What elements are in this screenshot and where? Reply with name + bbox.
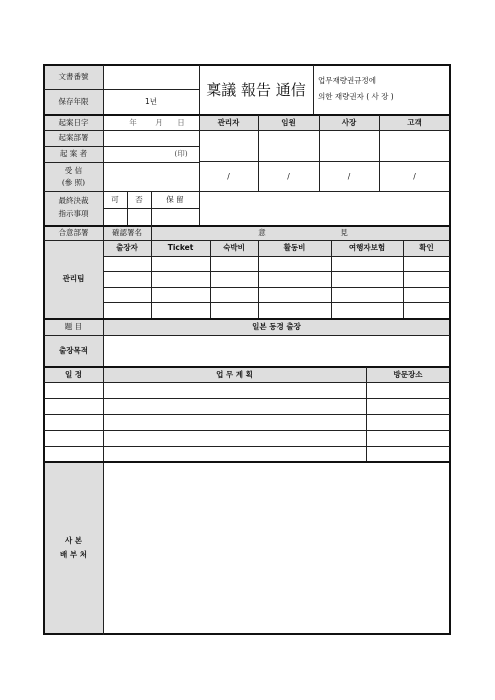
table-row[interactable] <box>45 383 449 397</box>
purpose-label: 출장목적 <box>59 345 88 355</box>
table-row[interactable] <box>104 272 449 286</box>
approver-date-slash: / <box>413 171 416 181</box>
doc-number-field[interactable] <box>104 66 198 88</box>
team-col-ticket: Ticket <box>167 243 194 253</box>
decision-approve-option[interactable]: 可 <box>111 194 119 204</box>
copies-label-2: 배 부 처 <box>60 549 87 559</box>
draft-date-year: 年 <box>129 117 137 127</box>
recipient-field[interactable] <box>104 163 198 190</box>
decision-reject-option[interactable]: 否 <box>135 194 143 204</box>
schedule-header-plan: 업 무 계 획 <box>216 369 253 379</box>
consult-dept-label: 合意部署 <box>58 227 89 237</box>
approver-sign-manager[interactable] <box>200 131 257 160</box>
copies-label-1: 사 본 <box>64 535 83 545</box>
team-col-traveler: 출장자 <box>116 243 138 253</box>
table-row[interactable] <box>45 431 449 445</box>
approver-date-slash: / <box>227 171 230 181</box>
recipient-label-2: (參 照) <box>61 177 86 187</box>
schedule-header-date: 일 정 <box>64 369 83 379</box>
approver-header-manager: 관리자 <box>217 117 240 127</box>
table-row[interactable] <box>45 415 449 429</box>
final-decision-label-1: 最終決裁 <box>58 195 89 205</box>
subject-label: 題 目 <box>64 321 83 331</box>
approver-header-executive: 임원 <box>281 117 296 127</box>
approver-date-slash: / <box>347 171 351 181</box>
team-col-insurance: 여행자보험 <box>348 243 386 253</box>
approver-sign-client[interactable] <box>380 131 449 160</box>
schedule-header-place: 방문장소 <box>393 369 423 379</box>
rule <box>151 225 152 240</box>
copies-distribution-field[interactable] <box>104 463 449 633</box>
draft-dept-field[interactable] <box>104 131 198 145</box>
rule <box>313 65 314 116</box>
approval-note-line-1: 업무재량권규정에 <box>318 76 376 86</box>
draft-date-day: 日 <box>177 117 185 127</box>
approver-sign-executive[interactable] <box>259 131 318 160</box>
team-col-lodging: 숙박비 <box>223 243 245 253</box>
table-row[interactable] <box>45 399 449 413</box>
retention-label: 保存年限 <box>58 96 89 106</box>
consult-sign-label: 確認署名 <box>112 227 142 237</box>
final-decision-label-2: 指示事項 <box>58 209 89 219</box>
draft-dept-label: 起案部署 <box>58 133 89 143</box>
purpose-field[interactable] <box>104 336 449 365</box>
approver-date-slash: / <box>287 171 290 181</box>
table-row[interactable] <box>104 257 449 270</box>
consult-opinion-label: 意 <box>258 227 266 237</box>
doc-number-label: 文書番號 <box>58 72 89 82</box>
table-row[interactable] <box>104 288 449 301</box>
approval-note-line-2: 의한 재량권자 ( 사 장 ) <box>318 92 394 102</box>
consult-opinion-label-2: 見 <box>340 227 348 237</box>
team-col-activity: 활동비 <box>283 243 306 253</box>
draft-date-label: 起案日字 <box>58 117 89 127</box>
recipient-label-1: 受 信 <box>64 165 83 175</box>
draft-date-month: 月 <box>155 117 163 127</box>
document-title: 稟議 報告 通信 <box>206 80 306 99</box>
team-col-confirm: 확인 <box>419 243 434 253</box>
retention-value[interactable]: 1년 <box>144 96 158 106</box>
table-row[interactable] <box>104 303 449 317</box>
team-label: 관리팀 <box>62 274 85 284</box>
drafter-label: 起 案 者 <box>59 149 88 159</box>
approver-sign-president[interactable] <box>320 131 378 160</box>
seal-mark: (印) <box>174 149 188 159</box>
decision-hold-option[interactable]: 保 留 <box>166 194 184 204</box>
table-row[interactable] <box>45 447 449 460</box>
approver-header-client: 고객 <box>407 117 422 127</box>
final-instruction-field[interactable] <box>200 192 449 224</box>
subject-value[interactable]: 일본 동경 출장 <box>252 321 301 331</box>
approver-header-president: 사장 <box>341 117 357 127</box>
